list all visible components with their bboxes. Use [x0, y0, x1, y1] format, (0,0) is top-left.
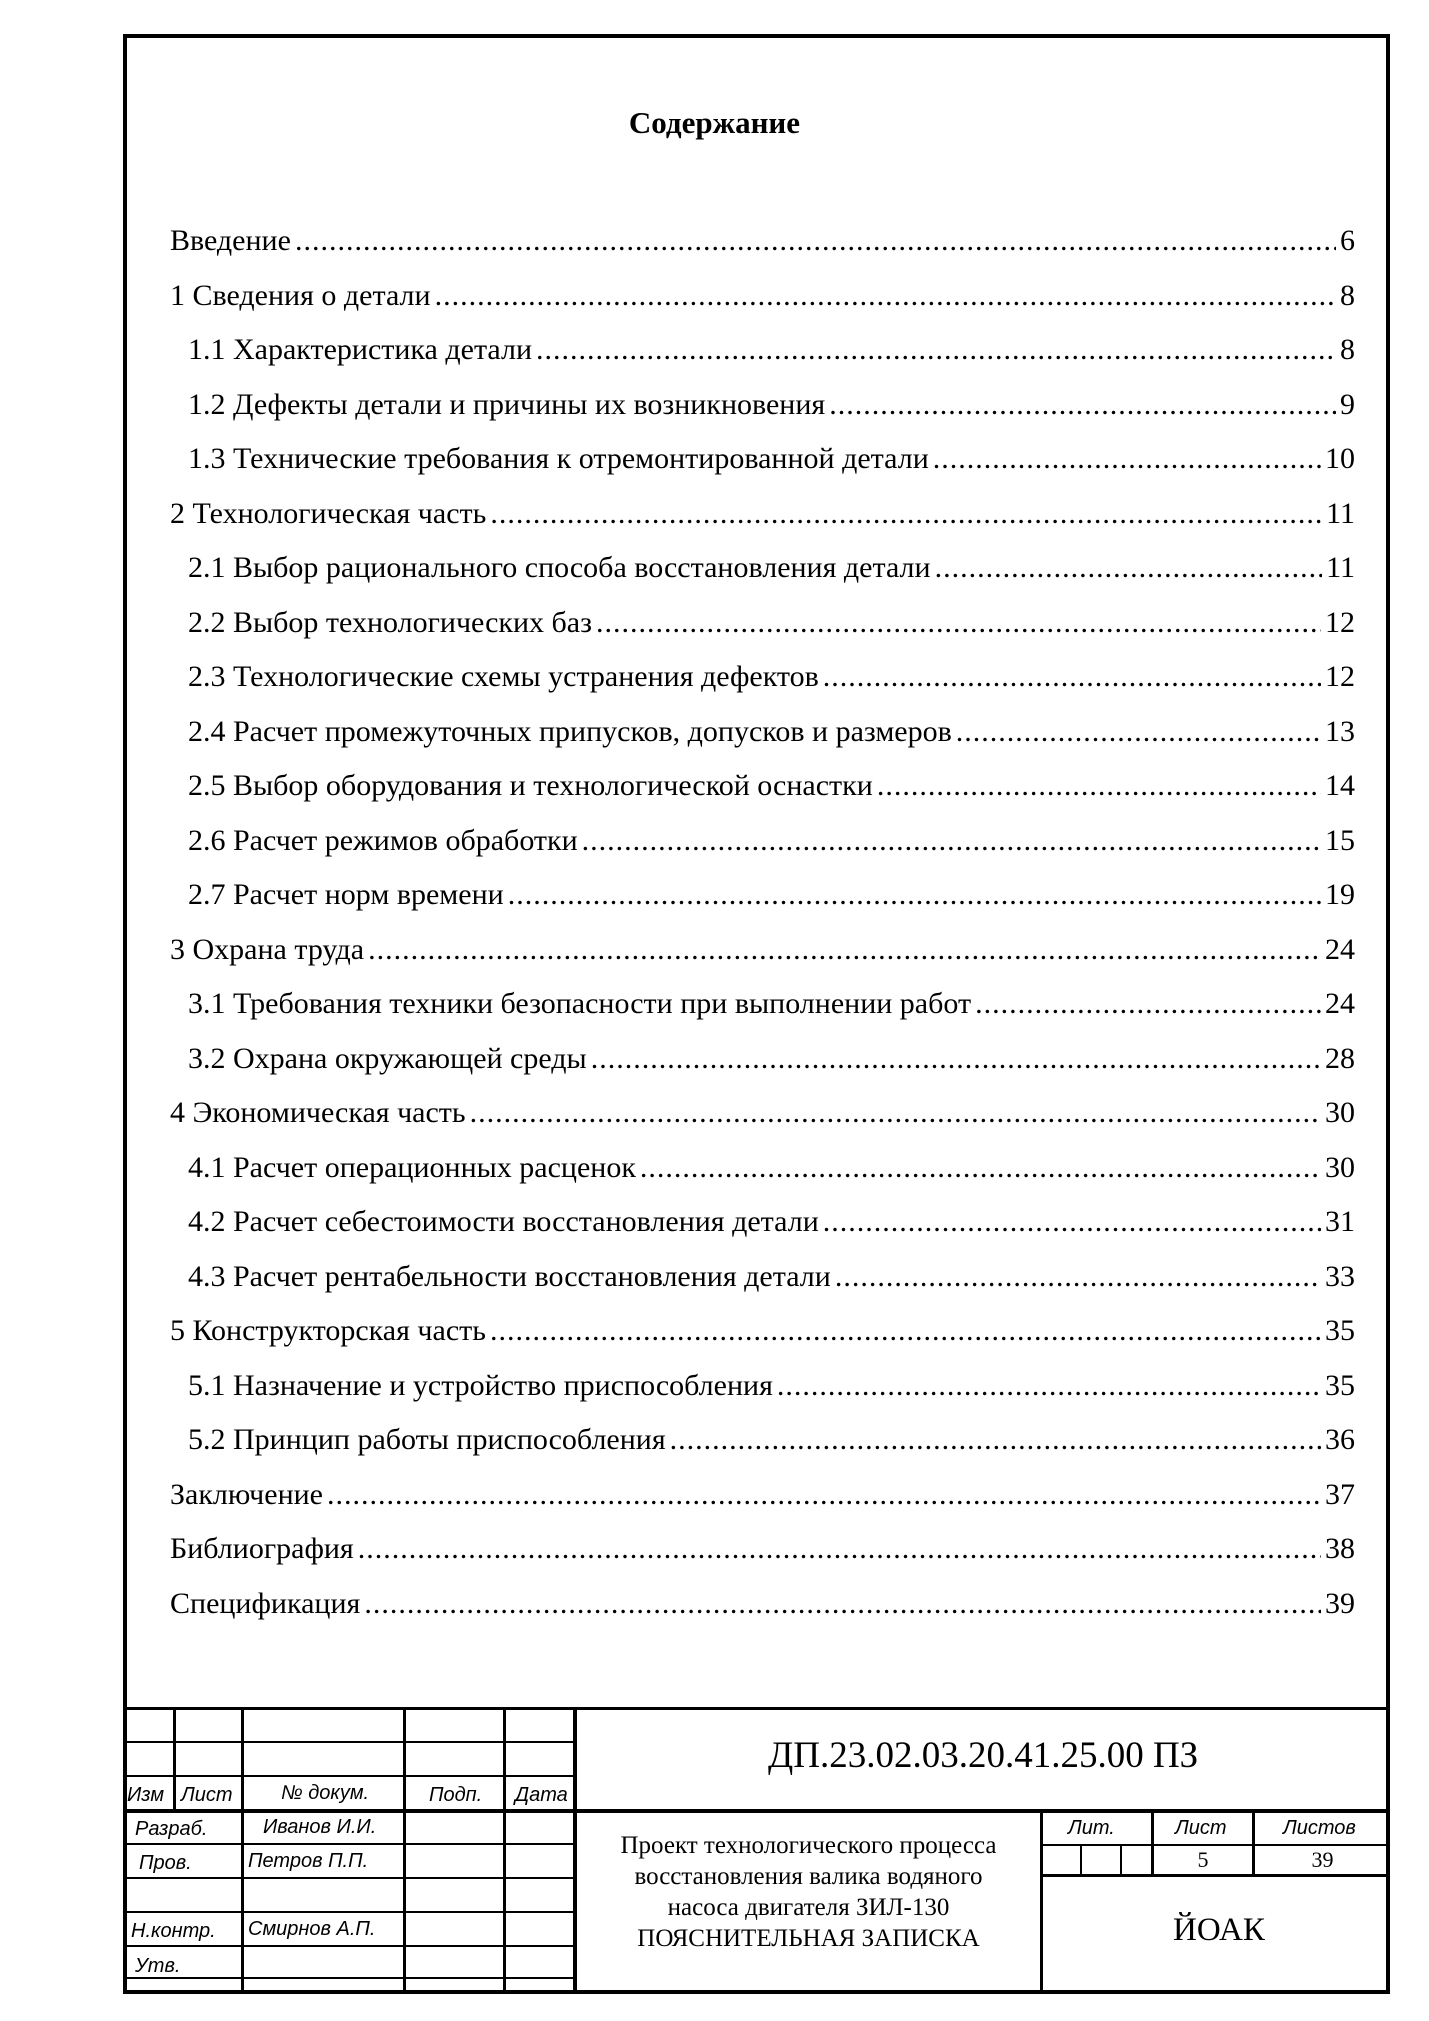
- header-signature: Подп.: [429, 1784, 483, 1806]
- table-of-contents: [170, 214, 1355, 1631]
- toc-leader-dots: [777, 1359, 1321, 1414]
- toc-entry-page: 12: [1325, 605, 1355, 639]
- title-block: [123, 1707, 1390, 1994]
- toc-entry-page: 24: [1325, 932, 1355, 966]
- toc-entry-page: 11: [1326, 496, 1355, 530]
- toc-leader-dots: [358, 1522, 1321, 1577]
- toc-entry-page: 8: [1340, 278, 1355, 312]
- toc-entry-label: 2.5 Выбор оборудования и технологической оснастки: [188, 769, 873, 802]
- toc-entry-label: 1.2 Дефекты детали и причины их возникновения: [188, 387, 826, 421]
- toc-entry-label: 2 Технологическая часть: [170, 496, 487, 530]
- toc-entry-label: Введение: [170, 224, 291, 257]
- toc-entry-page: 28: [1325, 1041, 1355, 1075]
- toc-entry: [170, 923, 1355, 978]
- toc-entry-label: 5 Конструкторская часть: [170, 1314, 486, 1347]
- toc-leader-dots: [368, 923, 1321, 978]
- toc-entry: [170, 1304, 1355, 1359]
- name-checker: Петров П.П.: [248, 1850, 369, 1872]
- toc-entry: [170, 1032, 1355, 1087]
- sheets-label: Листов: [1283, 1817, 1356, 1839]
- toc-entry-page: 36: [1325, 1423, 1355, 1456]
- toc-entry-page: 24: [1325, 987, 1355, 1020]
- page-title: Содержание: [628, 105, 801, 140]
- toc-entry-page: 30: [1325, 1096, 1355, 1129]
- toc-entry: [170, 977, 1355, 1032]
- toc-entry: [170, 1086, 1355, 1141]
- toc-entry: [170, 759, 1355, 814]
- toc-leader-dots: [975, 977, 1321, 1032]
- toc-entry: [170, 378, 1355, 433]
- toc-entry-page: 11: [1326, 551, 1355, 584]
- name-norm-control: Смирнов А.П.: [248, 1918, 376, 1940]
- sheet-number: 5: [1197, 1847, 1209, 1872]
- toc-entry: [170, 1141, 1355, 1196]
- toc-entry-page: 15: [1325, 823, 1355, 857]
- toc-entry-label: 2.1 Выбор рационального способа восстановления детали: [188, 551, 931, 584]
- toc-entry-page: 13: [1325, 714, 1355, 748]
- header-list: Лист: [181, 1784, 233, 1806]
- toc-leader-dots: [295, 214, 1336, 269]
- toc-entry-label: 2.4 Расчет промежуточных припусков, допусков и размеров: [188, 714, 952, 748]
- toc-entry-label: Спецификация: [170, 1586, 361, 1620]
- role-norm-control: Н.контр.: [131, 1920, 216, 1942]
- toc-entry-label: 2.6 Расчет режимов обработки: [188, 823, 578, 857]
- toc-entry-label: 1.3 Технические требования к отремонтированной детали: [188, 442, 929, 475]
- toc-entry-label: Заключение: [170, 1477, 323, 1511]
- toc-entry-page: 10: [1325, 442, 1355, 475]
- toc-entry: [170, 1468, 1355, 1523]
- header-izm: Изм: [127, 1784, 165, 1806]
- toc-entry-page: 33: [1325, 1259, 1355, 1293]
- toc-entry-page: 6: [1340, 224, 1355, 257]
- sheet-label: Лист: [1175, 1817, 1227, 1839]
- toc-entry-page: 31: [1325, 1205, 1355, 1238]
- toc-leader-dots: [591, 1032, 1321, 1087]
- toc-leader-dots: [829, 378, 1336, 433]
- toc-entry: [170, 1359, 1355, 1414]
- role-developer: Разраб.: [135, 1818, 208, 1840]
- toc-entry-label: 4.1 Расчет операционных расценок: [188, 1150, 636, 1184]
- toc-entry-page: 9: [1340, 387, 1355, 421]
- toc-entry-page: 19: [1325, 878, 1355, 911]
- role-checker: Пров.: [139, 1852, 192, 1874]
- toc-entry-page: 37: [1325, 1477, 1355, 1511]
- sheets-total: 39: [1311, 1847, 1334, 1872]
- toc-entry: [170, 1413, 1355, 1468]
- toc-entry-page: 38: [1325, 1532, 1355, 1565]
- toc-entry-page: 14: [1325, 769, 1355, 802]
- toc-entry: [170, 1577, 1355, 1632]
- toc-entry: [170, 323, 1355, 378]
- lit-label: Лит.: [1068, 1817, 1115, 1839]
- toc-leader-dots: [640, 1141, 1321, 1196]
- toc-entry-label: 4.2 Расчет себестоимости восстановления детали: [188, 1205, 819, 1238]
- toc-leader-dots: [582, 814, 1321, 869]
- toc-entry-label: 4.3 Расчет рентабельности восстановления детали: [188, 1259, 831, 1293]
- toc-entry-page: 39: [1325, 1586, 1355, 1620]
- toc-leader-dots: [364, 1577, 1321, 1632]
- toc-leader-dots: [508, 868, 1321, 923]
- document-designation: ДП.23.02.03.20.41.25.00 ПЗ: [768, 1735, 1199, 1776]
- toc-leader-dots: [823, 650, 1321, 705]
- document-title: Проект технологического процесса восстановления валика водяного насоса двигателя ЗИЛ-130 ПОЯСНИТЕЛЬНАЯ ЗАПИСКА: [620, 1832, 997, 1952]
- toc-entry-label: 5.2 Принцип работы приспособления: [188, 1423, 666, 1456]
- toc-entry-label: 3.2 Охрана окружающей среды: [188, 1041, 587, 1075]
- toc-entry-page: 30: [1325, 1150, 1355, 1184]
- toc-entry-label: 1.1 Характеристика детали: [188, 333, 533, 366]
- header-doc-number: № докум.: [281, 1782, 370, 1804]
- toc-entry-label: 5.1 Назначение и устройство приспособления: [188, 1368, 773, 1402]
- toc-leader-dots: [935, 541, 1323, 596]
- toc-entry: [170, 269, 1355, 324]
- toc-entry-page: 35: [1325, 1314, 1355, 1347]
- toc-leader-dots: [536, 323, 1336, 378]
- toc-leader-dots: [596, 596, 1321, 651]
- toc-entry: [170, 868, 1355, 923]
- toc-entry-label: 2.3 Технологические схемы устранения дефектов: [188, 660, 819, 693]
- name-developer: Иванов И.И.: [263, 1816, 377, 1838]
- toc-leader-dots: [435, 269, 1336, 324]
- toc-entry: [170, 1195, 1355, 1250]
- organization: ЙОАК: [1173, 1912, 1265, 1948]
- toc-leader-dots: [877, 759, 1321, 814]
- toc-leader-dots: [470, 1086, 1321, 1141]
- toc-leader-dots: [823, 1195, 1321, 1250]
- toc-entry: [170, 1522, 1355, 1577]
- header-date: Дата: [515, 1784, 568, 1806]
- toc-entry: [170, 432, 1355, 487]
- toc-entry: [170, 214, 1355, 269]
- role-approver: Утв.: [135, 1955, 181, 1977]
- toc-entry: [170, 487, 1355, 542]
- toc-entry: [170, 705, 1355, 760]
- toc-entry: [170, 814, 1355, 869]
- toc-leader-dots: [327, 1468, 1321, 1523]
- toc-entry-page: 8: [1340, 333, 1355, 366]
- toc-entry-page: 35: [1325, 1368, 1355, 1402]
- toc-leader-dots: [490, 487, 1322, 542]
- toc-entry: [170, 541, 1355, 596]
- toc-entry: [170, 1250, 1355, 1305]
- toc-entry-label: 1 Сведения о детали: [170, 278, 431, 312]
- toc-entry-label: 2.2 Выбор технологических баз: [188, 605, 592, 639]
- toc-entry-label: 4 Экономическая часть: [170, 1096, 466, 1129]
- toc-entry-label: 3 Охрана труда: [170, 932, 365, 966]
- toc-entry-label: 3.1 Требования техники безопасности при выполнении работ: [188, 987, 972, 1020]
- toc-leader-dots: [933, 432, 1321, 487]
- toc-entry-page: 12: [1325, 660, 1355, 693]
- toc-entry: [170, 650, 1355, 705]
- toc-leader-dots: [956, 705, 1321, 760]
- toc-leader-dots: [670, 1413, 1321, 1468]
- toc-entry-label: 2.7 Расчет норм времени: [188, 878, 504, 911]
- toc-leader-dots: [490, 1304, 1321, 1359]
- toc-leader-dots: [835, 1250, 1321, 1305]
- toc-entry-label: Библиография: [170, 1532, 354, 1565]
- toc-entry: [170, 596, 1355, 651]
